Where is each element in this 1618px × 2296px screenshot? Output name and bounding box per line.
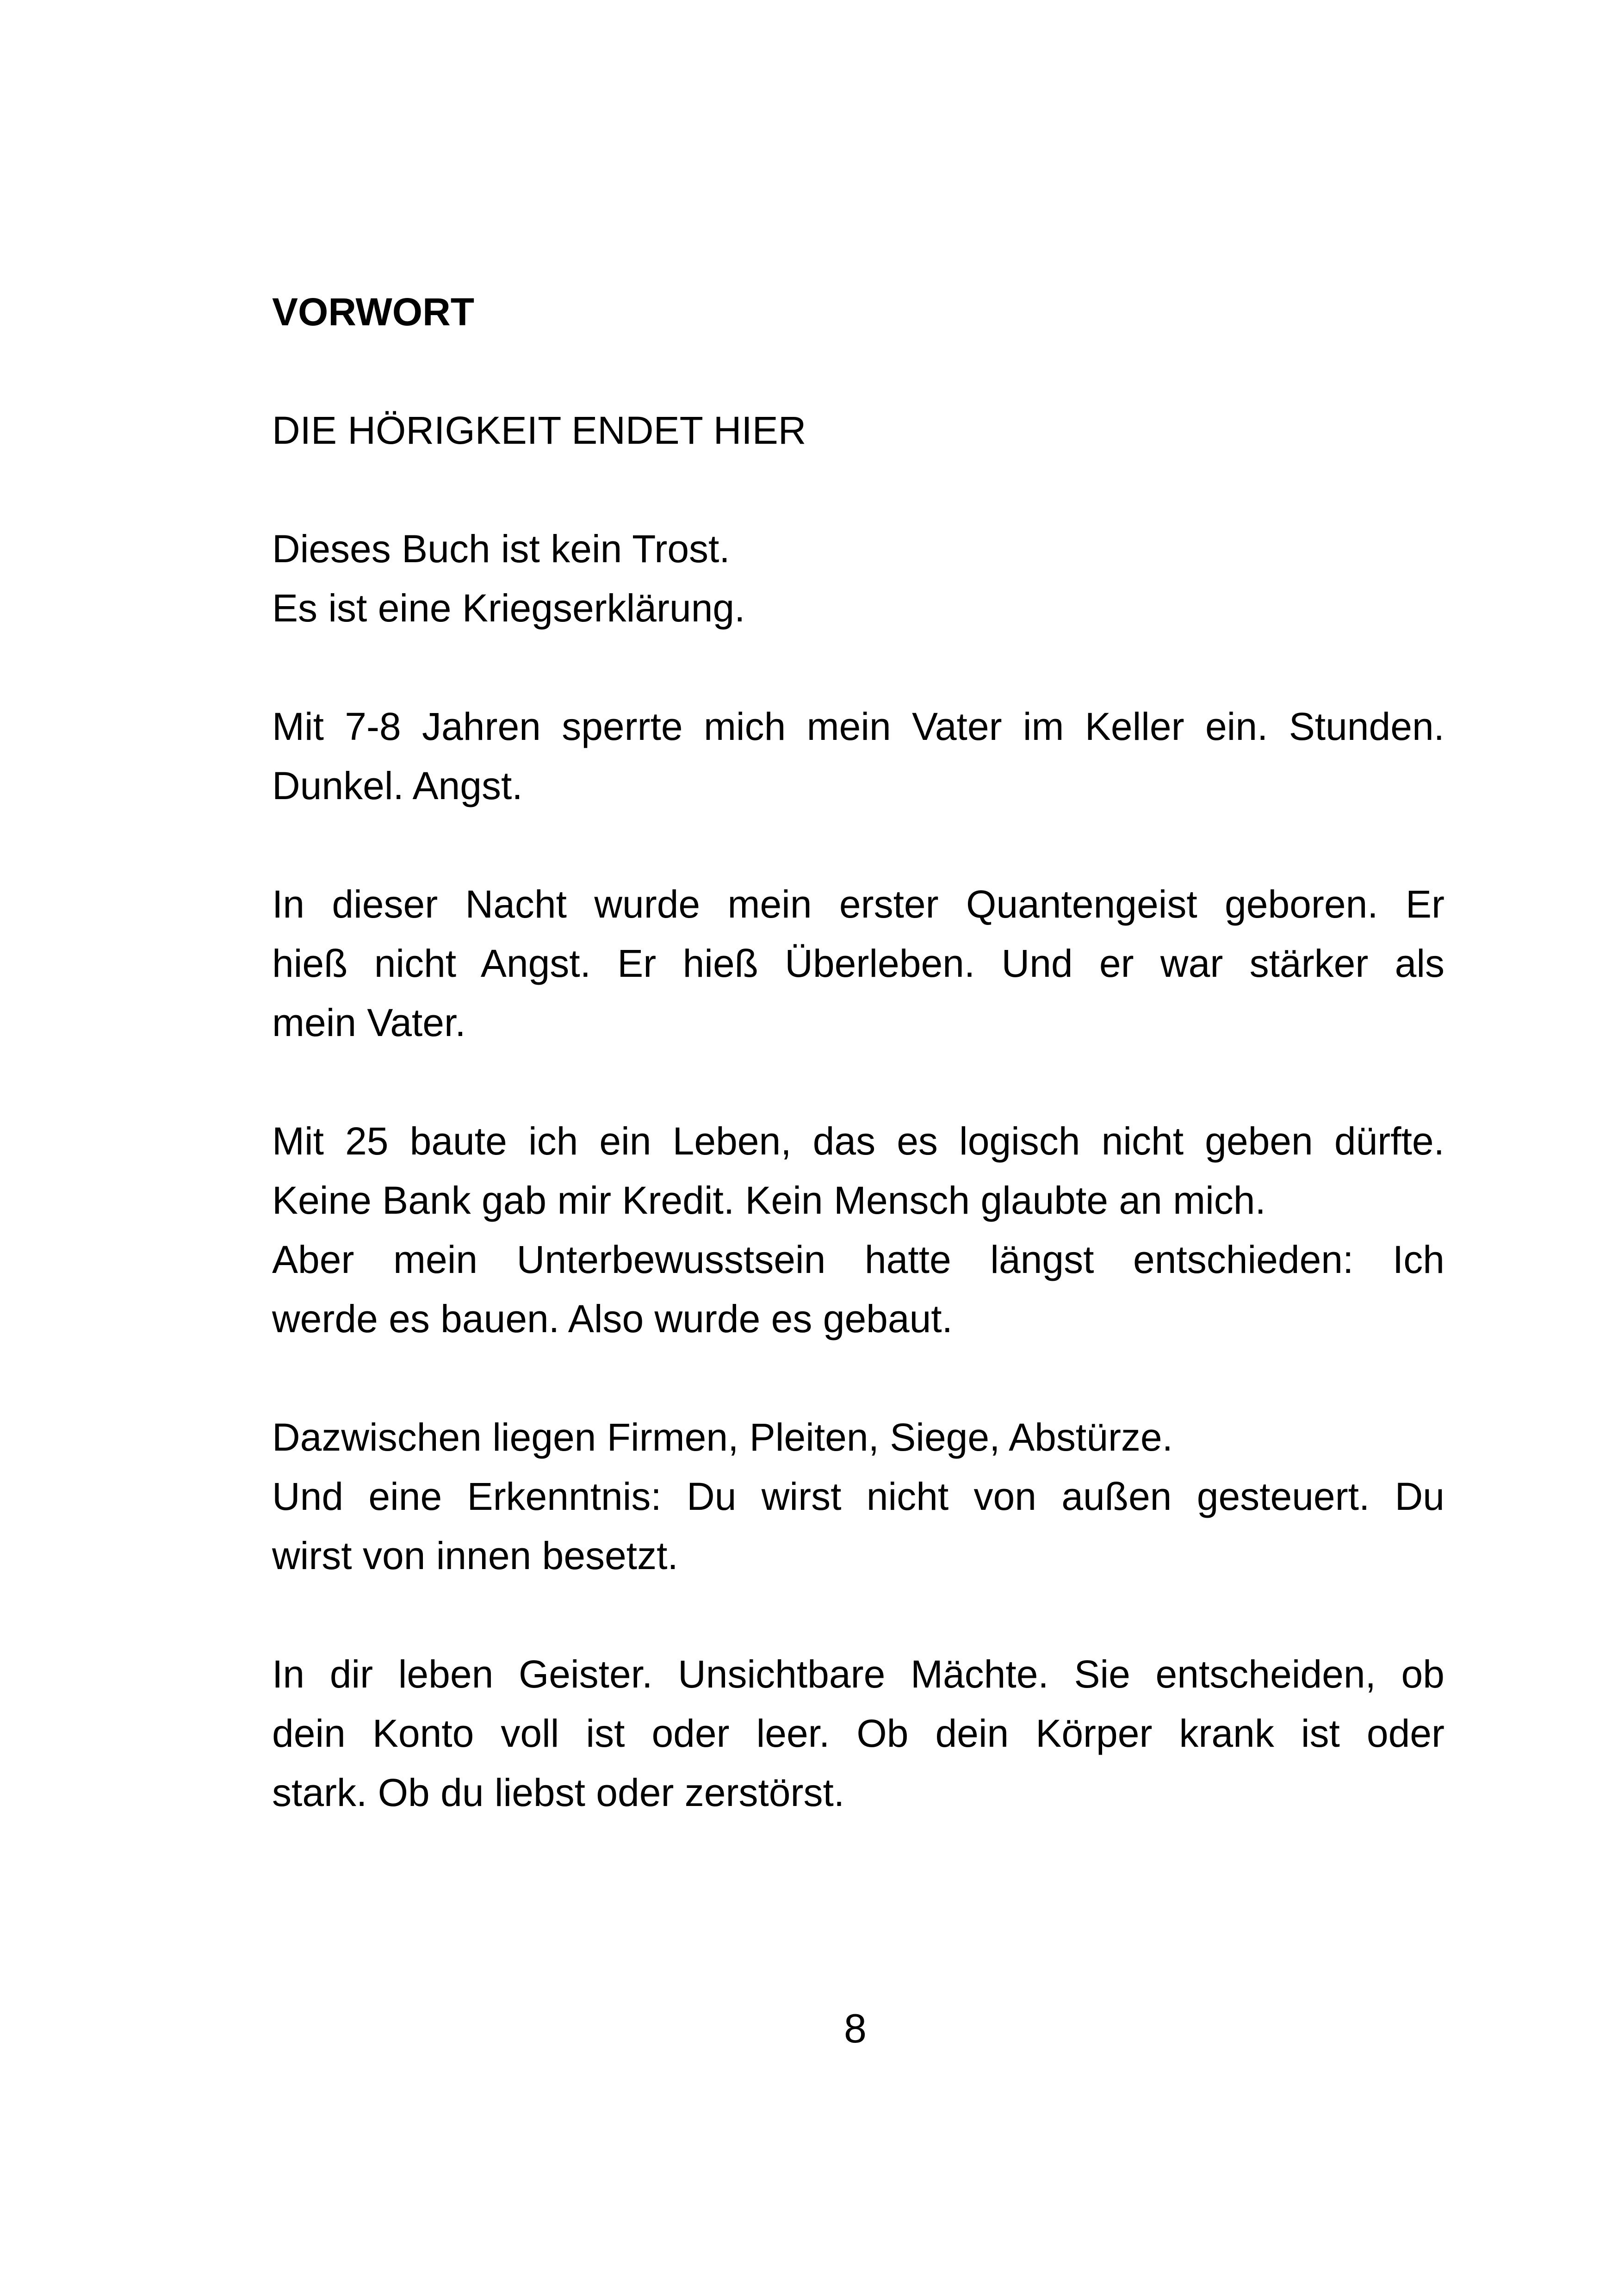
page-number-text: 8 bbox=[844, 2005, 867, 2051]
paragraph-6 bbox=[272, 1644, 1444, 1822]
paragraph-line: dein Konto voll ist oder leer. Ob dein Körper krank ist oder bbox=[272, 1712, 1444, 1755]
paragraph-line: Keine Bank gab mir Kredit. Kein Mensch glaubte an mich. bbox=[272, 1179, 1266, 1222]
paragraph-line: Und eine Erkenntnis: Du wirst nicht von außen gesteuert. Du bbox=[272, 1475, 1444, 1518]
paragraph-line: Mit 25 baute ich ein Leben, das es logisch nicht geben dürfte. bbox=[272, 1119, 1444, 1163]
paragraph-line: hieß nicht Angst. Er hieß Überleben. Und er war stärker als bbox=[272, 942, 1444, 985]
paragraph-line: Mit 7-8 Jahren sperrte mich mein Vater im Keller ein. Stunden. bbox=[272, 705, 1444, 748]
paragraph-2 bbox=[272, 697, 1444, 815]
paragraph-line: Dunkel. Angst. bbox=[272, 764, 523, 807]
chapter-heading: VORWORT bbox=[272, 290, 475, 334]
paragraph-line: stark. Ob du liebst oder zerstörst. bbox=[272, 1771, 845, 1814]
paragraph-4 bbox=[272, 1111, 1444, 1348]
paragraph-line: werde es bauen. Also wurde es gebaut. bbox=[272, 1297, 953, 1340]
page-number bbox=[0, 1999, 1618, 2058]
paragraph-1 bbox=[272, 519, 1444, 638]
paragraph-line: In dir leben Geister. Unsichtbare Mächte. Sie entscheiden, ob bbox=[272, 1652, 1444, 1696]
paragraph-line: wirst von innen besetzt. bbox=[272, 1534, 678, 1577]
paragraph-line: Dieses Buch ist kein Trost. bbox=[272, 527, 730, 571]
paragraph-line: In dieser Nacht wurde mein erster Quantengeist geboren. Er bbox=[272, 882, 1444, 926]
paragraph-5 bbox=[272, 1408, 1444, 1585]
paragraph-line: Dazwischen liegen Firmen, Pleiten, Siege, Abstürze. bbox=[272, 1415, 1173, 1459]
chapter-subheading: DIE HÖRIGKEIT ENDET HIER bbox=[272, 409, 806, 452]
paragraph-line: Es ist eine Kriegserklärung. bbox=[272, 586, 745, 630]
paragraph-line: mein Vater. bbox=[272, 1001, 466, 1044]
paragraph-line: Aber mein Unterbewusstsein hatte längst entschieden: Ich bbox=[272, 1238, 1444, 1281]
page-content bbox=[272, 282, 1444, 1822]
paragraph-3 bbox=[272, 875, 1444, 1052]
